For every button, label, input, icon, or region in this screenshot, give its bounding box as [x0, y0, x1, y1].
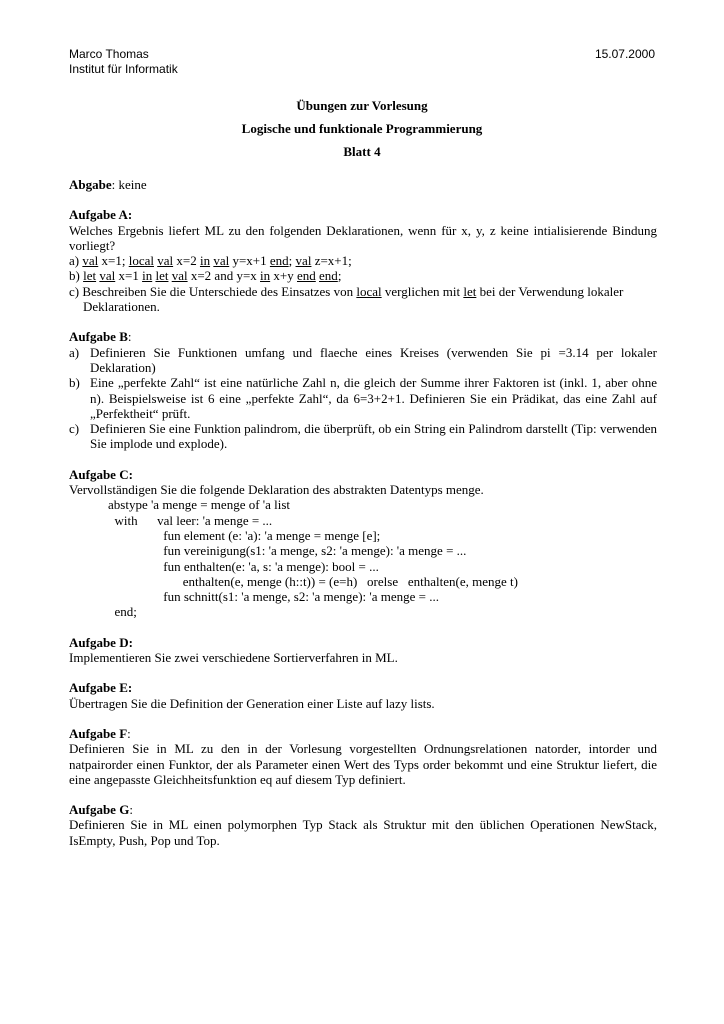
author-name: Marco Thomas [69, 47, 149, 61]
abgabe-value: : keine [111, 177, 147, 192]
aufgabe-b-heading: Aufgabe B: [69, 329, 132, 345]
aufgabe-b-item-b: b) Eine „perfekte Zahl“ ist eine natürliche Zahl n, die gleich der Summe ihrer Faktoren ist (inkl. 1, aber ohne n). Beispielsweise ist 6 eine „perfekte Zahl“, da 6=3+2+1. Definieren Sie ein Prädikat, das eine Zahl auf „Perfektheit“ prüft. [69, 375, 657, 421]
aufgabe-a-item-b: b) let val x=1 in let val x=2 and y=x in x+y end end; [69, 268, 342, 284]
code-line: fun schnitt(s1: 'a menge, s2: 'a menge): 'a menge = ... [69, 589, 439, 605]
code-line: enthalten(e, menge (h::t)) = (e=h) orelse enthalten(e, menge t) [69, 573, 518, 589]
aufgabe-d-text: Implementieren Sie zwei verschiedene Sortierverfahren in ML. [69, 650, 398, 666]
code-line: fun enthalten(e: 'a, s: 'a menge): bool = ... [69, 558, 379, 574]
aufgabe-c-intro: Vervollständigen Sie die folgende Deklaration des abstrakten Datentyps menge. [69, 482, 484, 498]
aufgabe-a-section [69, 207, 657, 314]
aufgabe-g-section [69, 802, 657, 848]
abgabe-label: Abgabe [69, 177, 112, 192]
aufgabe-b-section [69, 329, 657, 451]
aufgabe-c-section [69, 467, 657, 620]
title-line-3: Blatt 4 [343, 144, 381, 159]
institute-name: Institut für Informatik [69, 62, 178, 76]
aufgabe-a-item-c: c) Beschreiben Sie die Unterschiede des Einsatzes von local verglichen mit let bei der Verwendung lokaler Deklarationen. [69, 283, 624, 315]
aufgabe-g-text: Definieren Sie in ML einen polymorphen Typ Stack als Struktur mit den üblichen Operationen NewStack, IsEmpty, Push, Pop und Top. [69, 817, 657, 848]
aufgabe-d-heading: Aufgabe D: [69, 634, 133, 650]
aufgabe-a-item-a: a) val x=1; local val x=2 in val y=x+1 end; val z=x+1; [69, 253, 352, 269]
code-line: fun vereinigung(s1: 'a menge, s2: 'a menge): 'a menge = ... [69, 543, 467, 559]
title-block [69, 97, 655, 166]
aufgabe-e-section [69, 680, 657, 711]
aufgabe-c-heading: Aufgabe C: [69, 466, 133, 482]
aufgabe-a-heading: Aufgabe A: [69, 207, 133, 223]
code-line: fun element (e: 'a): 'a menge = menge [e]; [69, 527, 381, 543]
aufgabe-e-heading: Aufgabe E: [69, 680, 133, 696]
header-date: 15.07.2000 [594, 47, 655, 61]
code-line: with val leer: 'a menge = ... [69, 512, 273, 528]
aufgabe-b-item-c: c) Definieren Sie eine Funktion palindrom, die überprüft, ob ein String ein Palindrom darstellt (Tip: verwenden Sie implode und explode). [69, 421, 657, 452]
aufgabe-g-heading: Aufgabe G: [69, 802, 133, 818]
aufgabe-d-section [69, 635, 657, 666]
title-line-1: Übungen zur Vorlesung [296, 98, 428, 113]
aufgabe-f-heading: Aufgabe F: [69, 725, 131, 741]
abgabe-section [69, 177, 657, 192]
code-line: abstype 'a menge = menge of 'a list [69, 497, 291, 513]
aufgabe-f-text: Definieren Sie in ML zu den in der Vorlesung vorgestellten Ordnungsrelationen natorder, intorder und natpairorder einen Funktor, der als Parameter einen Wert des Typs order bekommt und eine Struktur liefert, die eine angepasste Gleichheitsfunktion eq auf diesem Typ definiert. [69, 741, 657, 787]
aufgabe-b-item-a: a) Definieren Sie Funktionen umfang und flaeche eines Kreises (verwenden Sie pi =3.14 per lokaler Deklaration) [69, 344, 657, 375]
aufgabe-a-intro: Welches Ergebnis liefert ML zu den folgenden Deklarationen, wenn für x, y, z keine intialisierende Bindung vorliegt? [69, 222, 657, 253]
document-body [69, 177, 657, 863]
title-line-2: Logische und funktionale Programmierung [241, 121, 483, 136]
header-left [69, 47, 178, 77]
aufgabe-e-text: Übertragen Sie die Definition der Generation einer Liste auf lazy lists. [69, 695, 435, 711]
aufgabe-f-section [69, 726, 657, 787]
code-line: end; [69, 604, 137, 620]
